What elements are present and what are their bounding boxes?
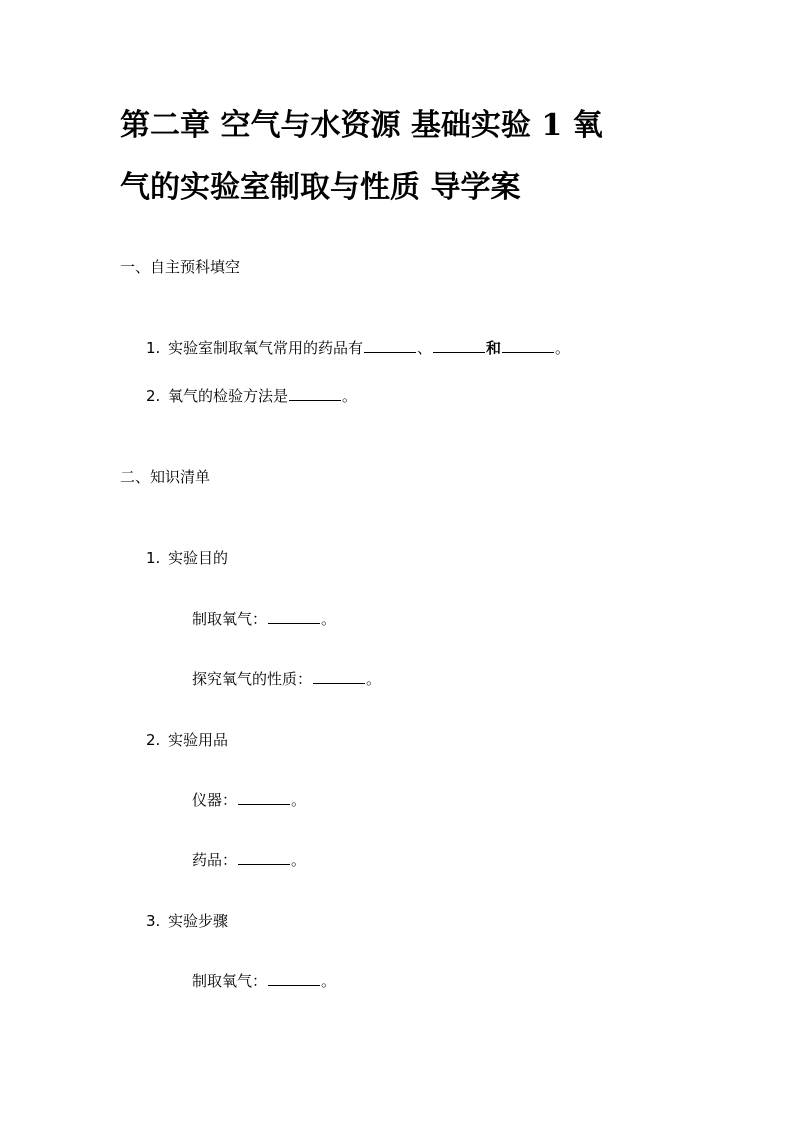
preview-question-1 [146,338,570,358]
sub-label: 药品： [192,851,238,869]
period: 。 [321,610,337,628]
conjunction: 和 [486,339,502,357]
sub-label: 仪器： [192,791,238,809]
question-text: 实验室制取氧气常用的药品有 [168,339,364,357]
period: 。 [366,670,382,688]
knowledge-item-materials [146,730,228,750]
item-label: 实验用品 [168,731,229,749]
item-number: 3. [146,912,161,930]
period: 。 [342,387,358,405]
fill-blank [313,669,365,684]
period: 。 [291,851,307,869]
fill-blank [502,338,554,353]
purpose-make-oxygen [192,609,336,629]
sub-label: 制取氧气： [192,610,268,628]
fill-blank [364,338,416,353]
section-heading-preview: 一、自主预科填空 [120,258,241,276]
sub-label: 制取氧气： [192,972,268,990]
materials-instruments [192,790,306,810]
item-label: 实验目的 [168,549,229,567]
knowledge-item-purpose [146,548,228,568]
preview-question-2 [146,386,357,406]
fill-blank [433,338,485,353]
item-number: 2. [146,387,161,405]
period: 。 [555,339,571,357]
section-heading-knowledge: 二、知识清单 [120,468,211,486]
item-label: 实验步骤 [168,912,229,930]
purpose-explore-properties [192,669,381,689]
item-number: 1. [146,549,161,567]
question-text: 氧气的检验方法是 [168,387,289,405]
fill-blank [238,790,290,805]
separator: 、 [417,339,433,357]
steps-make-oxygen [192,971,336,991]
knowledge-item-steps [146,911,228,931]
fill-blank [268,971,320,986]
fill-blank [289,386,341,401]
fill-blank [238,850,290,865]
item-number: 2. [146,731,161,749]
period: 。 [321,972,337,990]
materials-reagents [192,850,306,870]
page-title-line-2: 气的实验室制取与性质 导学案 [120,170,521,205]
fill-blank [268,609,320,624]
page-title-line-1: 第二章 空气与水资源 基础实验 1 氧 [120,108,603,143]
sub-label: 探究氧气的性质： [192,670,313,688]
period: 。 [291,791,307,809]
item-number: 1. [146,339,161,357]
